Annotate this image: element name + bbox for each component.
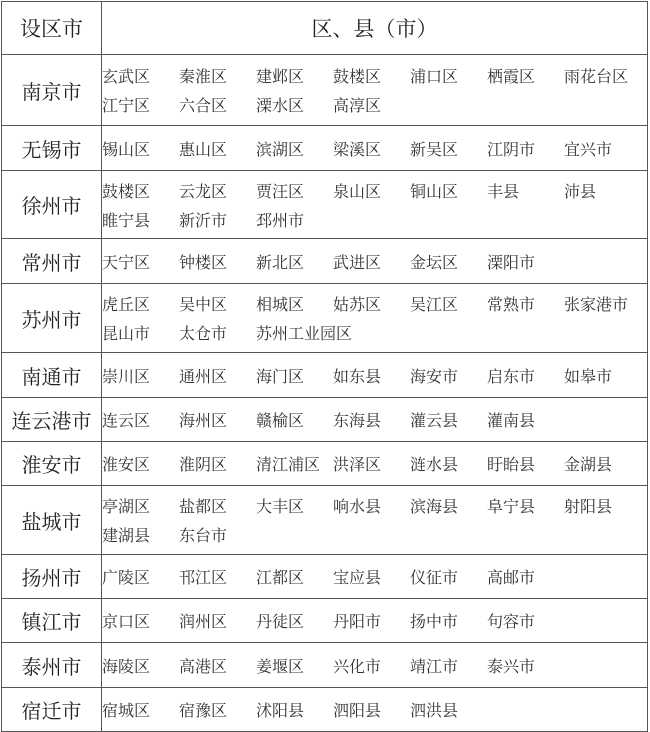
district-name: 钟楼区 bbox=[179, 252, 228, 272]
district-name: 润州区 bbox=[179, 612, 228, 631]
district-line bbox=[102, 205, 647, 234]
district-table bbox=[1, 1, 648, 732]
header-districts: 区、县（市） bbox=[102, 2, 648, 55]
district-name: 贾汪区 bbox=[256, 181, 305, 201]
district-name: 滨海县 bbox=[410, 497, 459, 516]
district-name: 江阴市 bbox=[487, 139, 536, 159]
district-line bbox=[102, 695, 647, 724]
district-list bbox=[102, 239, 648, 284]
table-row bbox=[2, 442, 648, 486]
district-name: 梁溪区 bbox=[333, 139, 382, 159]
district-name: 姑苏区 bbox=[333, 295, 382, 314]
district-name: 泗阳县 bbox=[333, 701, 382, 720]
district-name: 溧水区 bbox=[256, 96, 305, 115]
district-name: 丹阳市 bbox=[333, 612, 382, 631]
district-name: 沛县 bbox=[564, 181, 597, 201]
district-line bbox=[102, 289, 647, 318]
district-name: 鼓楼区 bbox=[102, 181, 151, 201]
district-line bbox=[102, 651, 647, 680]
district-name: 建邺区 bbox=[256, 67, 305, 86]
district-name: 新沂市 bbox=[179, 210, 228, 230]
district-name: 相城区 bbox=[256, 295, 305, 314]
district-name: 金湖县 bbox=[564, 455, 613, 474]
district-name: 靖江市 bbox=[410, 656, 459, 676]
district-name: 吴中区 bbox=[179, 295, 228, 314]
district-name: 东台市 bbox=[179, 526, 228, 545]
city-name: 无锡市 bbox=[2, 126, 102, 171]
district-name: 金坛区 bbox=[410, 252, 459, 272]
district-name: 邗江区 bbox=[179, 568, 228, 587]
city-name: 常州市 bbox=[2, 239, 102, 284]
district-name: 东海县 bbox=[333, 411, 382, 430]
district-list bbox=[102, 643, 648, 688]
district-name: 射阳县 bbox=[564, 497, 613, 516]
district-line bbox=[102, 520, 647, 549]
district-name: 邳州市 bbox=[256, 210, 305, 230]
district-line bbox=[102, 491, 647, 520]
district-name: 大丰区 bbox=[256, 497, 305, 516]
district-list bbox=[102, 55, 648, 126]
header-row bbox=[2, 2, 648, 55]
district-name: 高邮市 bbox=[487, 568, 536, 587]
district-name: 云龙区 bbox=[179, 181, 228, 201]
district-list bbox=[102, 126, 648, 171]
city-name: 镇江市 bbox=[2, 599, 102, 643]
table-row bbox=[2, 171, 648, 239]
district-list bbox=[102, 353, 648, 398]
district-name: 兴化市 bbox=[333, 656, 382, 676]
table-row bbox=[2, 55, 648, 126]
district-name: 宿城区 bbox=[102, 701, 151, 720]
district-name: 姜堰区 bbox=[256, 656, 305, 676]
district-line bbox=[102, 247, 647, 276]
district-name: 栖霞区 bbox=[487, 67, 536, 86]
district-line bbox=[102, 61, 647, 90]
district-name: 锡山区 bbox=[102, 139, 151, 159]
table-row bbox=[2, 688, 648, 732]
city-name: 连云港市 bbox=[2, 398, 102, 442]
district-name: 武进区 bbox=[333, 252, 382, 272]
district-name: 江宁区 bbox=[102, 96, 151, 115]
table-row bbox=[2, 126, 648, 171]
table-row bbox=[2, 353, 648, 398]
district-name: 丰县 bbox=[487, 181, 520, 201]
table-row bbox=[2, 555, 648, 599]
district-name: 海门区 bbox=[256, 366, 305, 386]
district-name: 赣榆区 bbox=[256, 411, 305, 430]
district-name: 丹徒区 bbox=[256, 612, 305, 631]
district-name: 如皋市 bbox=[564, 366, 613, 386]
district-name: 如东县 bbox=[333, 366, 382, 386]
district-name: 灌南县 bbox=[487, 411, 536, 430]
table-row bbox=[2, 284, 648, 353]
district-name: 铜山区 bbox=[410, 181, 459, 201]
district-name: 涟水县 bbox=[410, 455, 459, 474]
city-name: 苏州市 bbox=[2, 284, 102, 353]
district-name: 宿豫区 bbox=[179, 701, 228, 720]
table-row bbox=[2, 486, 648, 555]
district-name: 睢宁县 bbox=[102, 210, 151, 230]
city-name: 徐州市 bbox=[2, 171, 102, 239]
district-name: 新北区 bbox=[256, 252, 305, 272]
district-name: 张家港市 bbox=[564, 295, 629, 314]
district-name: 吴江区 bbox=[410, 295, 459, 314]
district-name: 盱眙县 bbox=[487, 455, 536, 474]
district-line bbox=[102, 361, 647, 390]
district-name: 泗洪县 bbox=[410, 701, 459, 720]
district-name: 天宁区 bbox=[102, 252, 151, 272]
district-name: 海州区 bbox=[179, 411, 228, 430]
district-name: 苏州工业园区 bbox=[256, 324, 353, 343]
city-name: 泰州市 bbox=[2, 643, 102, 688]
district-name: 玄武区 bbox=[102, 67, 151, 86]
table-row bbox=[2, 643, 648, 688]
table-row bbox=[2, 239, 648, 284]
district-line bbox=[102, 606, 647, 635]
district-name: 宜兴市 bbox=[564, 139, 613, 159]
district-name: 扬中市 bbox=[410, 612, 459, 631]
district-name: 连云区 bbox=[102, 411, 151, 430]
district-name: 崇川区 bbox=[102, 366, 151, 386]
city-name: 盐城市 bbox=[2, 486, 102, 555]
district-name: 太仓市 bbox=[179, 324, 228, 343]
district-name: 溧阳市 bbox=[487, 252, 536, 272]
district-name: 滨湖区 bbox=[256, 139, 305, 159]
table-row bbox=[2, 398, 648, 442]
header-city: 设区市 bbox=[2, 2, 102, 55]
table-row bbox=[2, 599, 648, 643]
district-name: 高港区 bbox=[179, 656, 228, 676]
district-name: 洪泽区 bbox=[333, 455, 382, 474]
district-name: 淮阴区 bbox=[179, 455, 228, 474]
city-name: 淮安市 bbox=[2, 442, 102, 486]
city-name: 南通市 bbox=[2, 353, 102, 398]
district-name: 惠山区 bbox=[179, 139, 228, 159]
district-name: 秦淮区 bbox=[179, 67, 228, 86]
district-name: 新吴区 bbox=[410, 139, 459, 159]
district-name: 通州区 bbox=[179, 366, 228, 386]
table-body bbox=[2, 55, 648, 732]
district-list bbox=[102, 599, 648, 643]
district-list bbox=[102, 486, 648, 555]
district-name: 泰兴市 bbox=[487, 656, 536, 676]
district-name: 清江浦区 bbox=[256, 455, 321, 474]
district-list bbox=[102, 442, 648, 486]
district-name: 昆山市 bbox=[102, 324, 151, 343]
district-name: 京口区 bbox=[102, 612, 151, 631]
district-name: 启东市 bbox=[487, 366, 536, 386]
district-list bbox=[102, 171, 648, 239]
district-name: 海安市 bbox=[410, 366, 459, 386]
district-name: 雨花台区 bbox=[564, 67, 629, 86]
district-list bbox=[102, 398, 648, 442]
district-line bbox=[102, 134, 647, 163]
district-list bbox=[102, 555, 648, 599]
district-name: 广陵区 bbox=[102, 568, 151, 587]
city-name: 宿迁市 bbox=[2, 688, 102, 732]
district-name: 泉山区 bbox=[333, 181, 382, 201]
district-name: 亭湖区 bbox=[102, 497, 151, 516]
district-list bbox=[102, 284, 648, 353]
district-name: 鼓楼区 bbox=[333, 67, 382, 86]
district-name: 海陵区 bbox=[102, 656, 151, 676]
district-line bbox=[102, 318, 647, 347]
district-name: 浦口区 bbox=[410, 67, 459, 86]
district-name: 常熟市 bbox=[487, 295, 536, 314]
district-name: 灌云县 bbox=[410, 411, 459, 430]
district-line bbox=[102, 562, 647, 591]
district-line bbox=[102, 90, 647, 119]
district-name: 六合区 bbox=[179, 96, 228, 115]
district-name: 响水县 bbox=[333, 497, 382, 516]
district-name: 盐都区 bbox=[179, 497, 228, 516]
district-line bbox=[102, 176, 647, 205]
district-name: 建湖县 bbox=[102, 526, 151, 545]
district-list bbox=[102, 688, 648, 732]
district-name: 宝应县 bbox=[333, 568, 382, 587]
district-name: 沭阳县 bbox=[256, 701, 305, 720]
district-name: 仪征市 bbox=[410, 568, 459, 587]
district-name: 阜宁县 bbox=[487, 497, 536, 516]
district-name: 高淳区 bbox=[333, 96, 382, 115]
city-name: 南京市 bbox=[2, 55, 102, 126]
city-name: 扬州市 bbox=[2, 555, 102, 599]
district-name: 淮安区 bbox=[102, 455, 151, 474]
district-name: 虎丘区 bbox=[102, 295, 151, 314]
district-name: 句容市 bbox=[487, 612, 536, 631]
district-line bbox=[102, 449, 647, 478]
district-name: 江都区 bbox=[256, 568, 305, 587]
district-line bbox=[102, 405, 647, 434]
